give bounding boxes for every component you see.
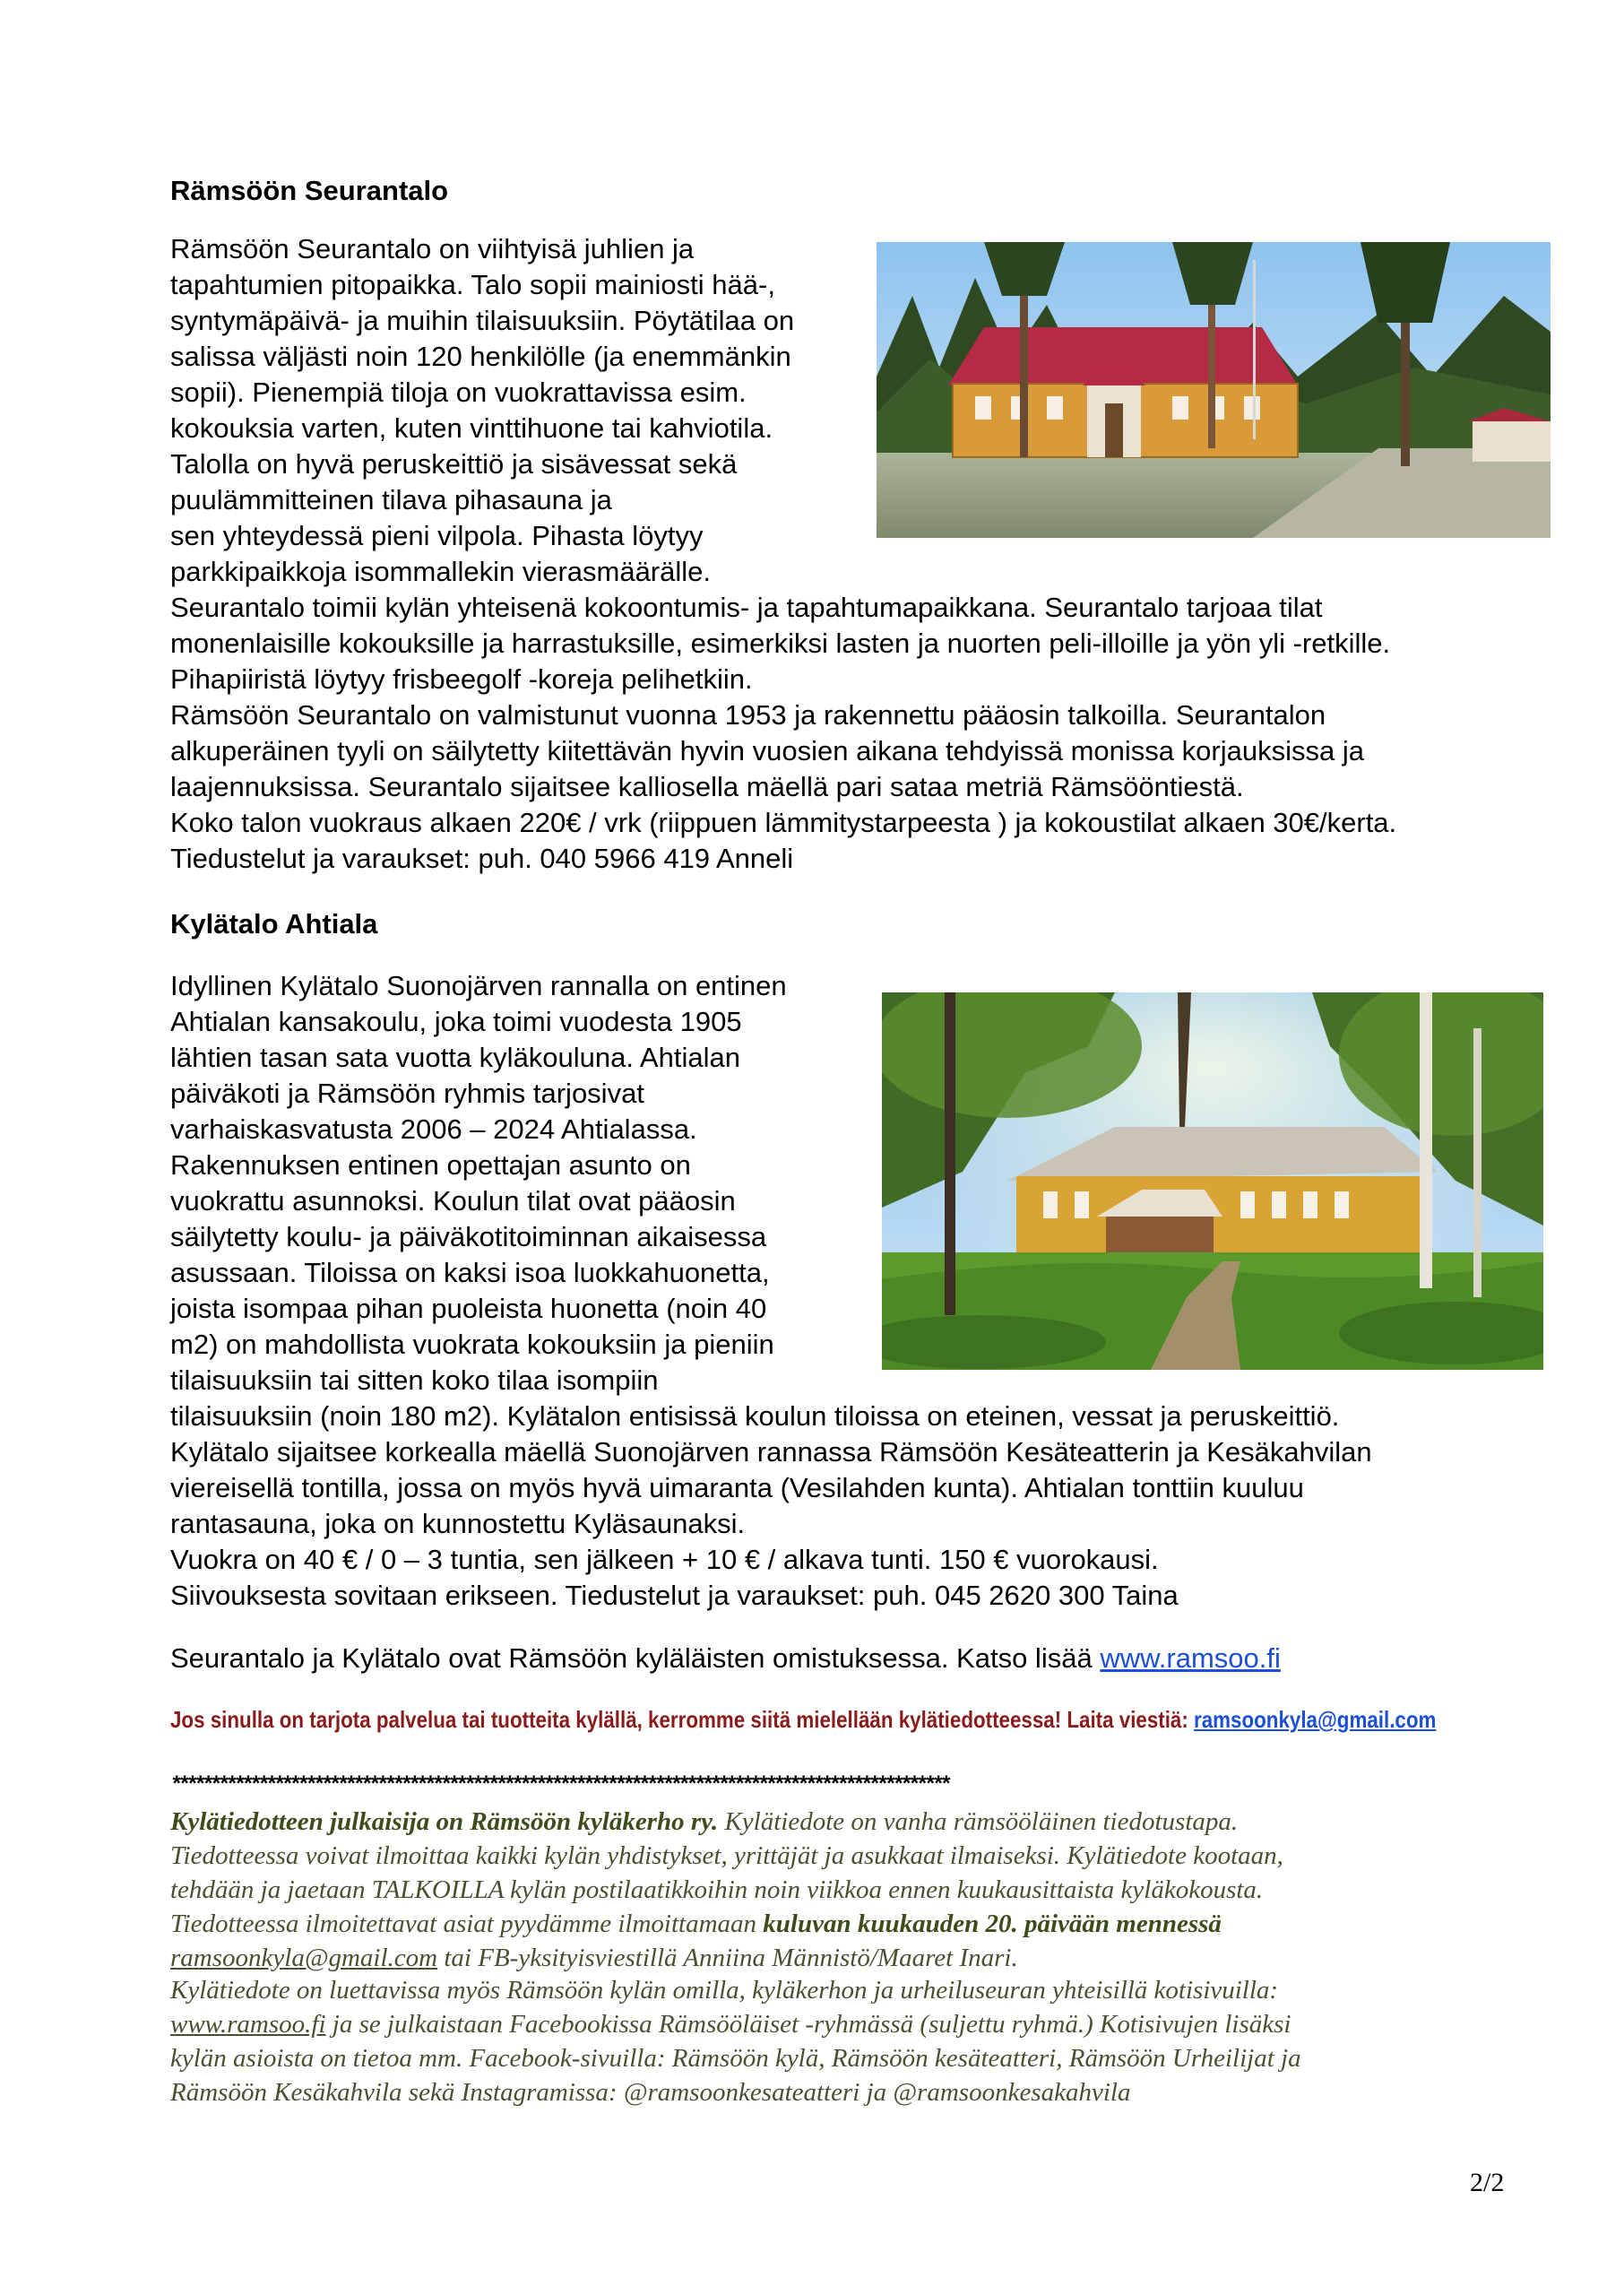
text-line: tilaisuuksiin (noin 180 m2). Kylätalon entisissä koulun tiloissa on eteinen, vessat ja peruskeittiö.	[170, 1400, 1340, 1432]
publisher-line-4	[170, 1907, 1283, 1941]
text-line: salissa väljästi noin 120 henkilölle (ja enemmänkin	[170, 341, 791, 372]
ramsoo-link[interactable]: www.ramsoo.fi	[1100, 1642, 1281, 1674]
text-line: Pihapiiristä löytyy frisbeegolf -koreja pelihetkiin.	[170, 663, 753, 695]
text-line: Koko talon vuokraus alkaen 220€ / vrk (riippuen lämmitystarpeesta ) ja kokoustilat alkaen 30€/kerta.	[170, 807, 1397, 838]
availability-line-1: Kylätiedote on luettavissa myös Rämsöön kylän omilla, kyläkerhon ja urheiluseuran yhteisillä kotisivuilla:	[170, 1976, 1279, 2005]
text-line: syntymäpäivä- ja muihin tilaisuuksiin. Pöytätilaa on	[170, 305, 795, 336]
text-line: joista isompaa pihan puoleista huonetta (noin 40	[170, 1293, 767, 1324]
text-line: päiväkoti ja Rämsöön ryhmis tarjosivat	[170, 1078, 644, 1109]
text-line: asussaan. Tiloissa on kaksi isoa luokkahuonetta,	[170, 1257, 770, 1288]
page-number: 2/2	[1470, 2168, 1505, 2197]
publisher-line-3: tehdään ja jaetaan TALKOILLA kylän postilaatikkoihin noin viikkoa ennen kuukausittaista kyläkokousta.	[170, 1875, 1264, 1904]
publisher-email-link[interactable]: ramsoonkyla@gmail.com	[170, 1944, 438, 1972]
availability-line-2	[170, 2007, 1301, 2041]
text-line: säilytetty koulu- ja päiväkotitoiminnan aikaisessa	[170, 1221, 767, 1252]
availability-link[interactable]: www.ramsoo.fi	[170, 2010, 326, 2039]
publisher-bold-intro: Kylätiedotteen julkaisija on Rämsöön kyläkerho ry.	[170, 1807, 719, 1836]
text-line: rantasauna, joka on kunnostettu Kyläsaunaksi.	[170, 1508, 746, 1539]
ahtiala-image	[882, 992, 1543, 1370]
publisher-line-2: Tiedotteessa voivat ilmoittaa kaikki kylän yhdistykset, yrittäjät ja asukkaat ilmaiseksi. Kylätiedote kootaan,	[170, 1841, 1283, 1870]
text-line: viereisellä tontilla, jossa on myös hyvä uimaranta (Vesilahden kunta). Ahtialan tonttiin kuuluu	[170, 1472, 1304, 1503]
text-line: Vuokra on 40 € / 0 – 3 tuntia, sen jälkeen + 10 € / alkava tunti. 150 € vuorokausi.	[170, 1544, 1159, 1575]
publisher-line-4-start: Tiedotteessa ilmoitettavat asiat pyydämme ilmoittamaan	[170, 1910, 764, 1938]
ownership-line	[170, 1641, 1281, 1676]
text-line: tapahtumien pitopaikka. Talo sopii mainiosti hää-,	[170, 269, 775, 300]
text-line: Kylätalo sijaitsee korkealla mäellä Suonojärven rannassa Rämsöön Kesäteatterin ja Kesäkahvilan	[170, 1436, 1372, 1468]
text-line: Ahtialan kansakoulu, joka toimi vuodesta 1905	[170, 1006, 742, 1037]
text-line: lähtien tasan sata vuotta kyläkouluna. Ahtialan	[170, 1042, 740, 1073]
notice-text: Jos sinulla on tarjota palvelua tai tuotteita kylällä, kerromme siitä mielellään kylätiedotteessa! Laita viestiä:	[170, 1706, 1195, 1733]
availability-line-3: kylän asioista on tietoa mm. Facebook-sivuilla: Rämsöön kylä, Rämsöön kesäteatteri, Rämsöön Urheilijat ja	[170, 2044, 1301, 2073]
asterisk-separator: **************************************************************************************************	[170, 1774, 948, 1798]
availability-paragraph	[170, 1973, 1301, 2109]
text-line: laajennuksissa. Seurantalo sijaitsee kalliosella mäellä pari sataa metriä Rämsööntiestä.	[170, 771, 1244, 802]
text-line: Siivouksesta sovitaan erikseen. Tiedustelut ja varaukset: puh. 045 2620 300 Taina	[170, 1580, 1179, 1611]
text-line: Rämsöön Seurantalo on viihtyisä juhlien ja	[170, 233, 695, 264]
text-line: Seurantalo toimii kylän yhteisenä kokoontumis- ja tapahtumapaikkana. Seurantalo tarjoaa tilat	[170, 592, 1323, 623]
text-line: sopii). Pienempiä tiloja on vuokrattavissa esim.	[170, 377, 747, 408]
publisher-line-1-rest: Kylätiedote on vanha rämsööläinen tiedotustapa.	[718, 1807, 1239, 1836]
seurantalo-image	[877, 242, 1551, 538]
seurantalo-photo	[877, 242, 1551, 538]
text-line: monenlaisille kokouksille ja harrastuksille, esimerkiksi lasten ja nuorten peli-illoille ja yön yli -retkille.	[170, 628, 1391, 659]
text-line: sen yhteydessä pieni vilpola. Pihasta löytyy	[170, 520, 704, 551]
publisher-deadline: kuluvan kuukauden 20. päivään mennessä	[763, 1910, 1222, 1938]
publisher-paragraph	[170, 1805, 1283, 1975]
publisher-line-5-rest: tai FB-yksityisviestillä Anniina Männistö/Maaret Inari.	[437, 1944, 1018, 1972]
contact-notice	[170, 1704, 1436, 1735]
text-line: vuokrattu asunnoksi. Koulun tilat ovat pääosin	[170, 1185, 736, 1217]
text-line: puulämmitteinen tilava pihasauna ja	[170, 484, 612, 515]
text-line: Rakennuksen entinen opettajan asunto on	[170, 1149, 691, 1181]
text-line: parkkipaikkoja isommallekin vierasmäärälle.	[170, 556, 712, 587]
availability-line-4: Rämsöön Kesäkahvila sekä Instagramissa: @ramsoonkesateatteri ja @ramsoonkesakahvila	[170, 2078, 1131, 2107]
text-line: Rämsöön Seurantalo on valmistunut vuonna 1953 ja rakennettu pääosin talkoilla. Seurantalon	[170, 699, 1326, 731]
ahtiala-photo	[882, 992, 1543, 1370]
text-line: kokouksia varten, kuten vinttihuone tai kahviotila.	[170, 412, 773, 444]
text-line: Tiedustelut ja varaukset: puh. 040 5966 419 Anneli	[170, 843, 794, 874]
notice-email-link[interactable]: ramsoonkyla@gmail.com	[1194, 1706, 1437, 1733]
text-line: Idyllinen Kylätalo Suonojärven rannalla on entinen	[170, 970, 787, 1001]
text-line: alkuperäinen tyyli on säilytetty kiitettävän hyvin vuosien aikana tehdyissä monissa korjauksissa ja	[170, 735, 1364, 766]
text-line: varhaiskasvatusta 2006 – 2024 Ahtialassa.	[170, 1113, 697, 1145]
text-line: m2) on mahdollista vuokrata kokouksiin ja pieniin	[170, 1329, 774, 1360]
publisher-line-5	[170, 1941, 1283, 1975]
publisher-line-1	[170, 1805, 1283, 1839]
section-heading-ahtiala: Kylätalo Ahtiala	[170, 908, 378, 940]
section-heading-seurantalo: Rämsöön Seurantalo	[170, 175, 449, 206]
text-line: Talolla on hyvä peruskeittiö ja sisävessat sekä	[170, 448, 738, 480]
ownership-text: Seurantalo ja Kylätalo ovat Rämsöön kyläläisten omistuksessa. Katso lisää	[170, 1642, 1101, 1674]
availability-line-2-rest: ja se julkaistaan Facebookissa Rämsööläiset -ryhmässä (suljettu ryhmä.) Kotisivujen lisäksi	[325, 2010, 1291, 2039]
text-line: tilaisuuksiin tai sitten koko tilaa isompiin	[170, 1364, 659, 1396]
